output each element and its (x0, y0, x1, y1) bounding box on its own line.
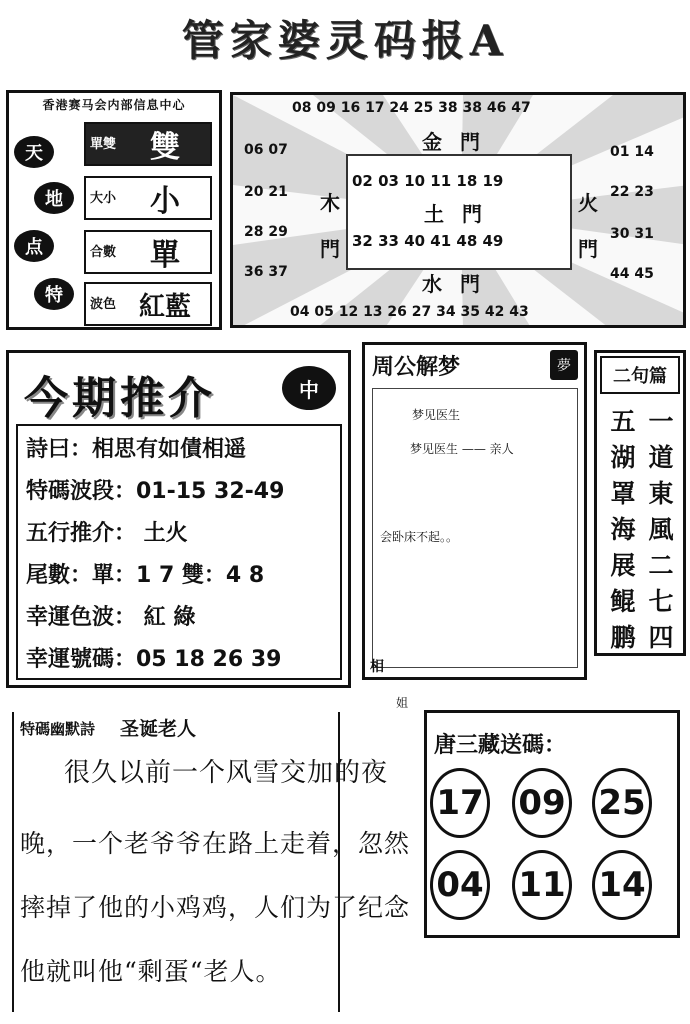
recommend-lucky-color: 幸運色波： 紅 綠 (26, 605, 196, 630)
zhong-logo-icon: 中 (282, 366, 336, 410)
info-row-value: 單 (150, 238, 180, 273)
earth-gate-numbers-top: 02 03 10 11 18 19 (352, 172, 504, 190)
info-row-value: 紅藍 (138, 291, 191, 322)
two-line-left-column: 五湖罩海展鲲鹏 (610, 407, 636, 652)
info-row-value: 雙 (150, 130, 180, 165)
info-panel-header: 香港赛马会内部信息中心 (42, 98, 186, 112)
info-row-label: 大小 (89, 190, 116, 206)
wood-gate-label: 木門 (320, 191, 340, 261)
info-row-big-small (84, 176, 212, 220)
poem-line: 很久以前一个风雪交加的夜 (64, 758, 389, 788)
poem-left-rule (12, 712, 14, 1012)
gate-numbers-left: 20 21 (244, 184, 288, 200)
fire-gate-label: 火門 (578, 191, 598, 261)
dian-icon: 点 (14, 230, 54, 262)
recommend-tail-numbers: 尾數：單：1 7 雙：4 8 (26, 563, 265, 588)
two-line-right-column: 一道東風二七四 (648, 407, 674, 652)
info-row-value: 小 (150, 184, 180, 219)
earth-gate-numbers-bottom: 32 33 40 41 48 49 (352, 232, 504, 250)
recommend-five-elements: 五行推介： 土火 (26, 521, 188, 546)
earth-gate-label: 土門 (424, 202, 500, 226)
tian-icon: 天 (14, 136, 54, 168)
gate-numbers-right: 30 31 (610, 226, 654, 242)
poem-line: 他就叫他“剩蛋“老人。 (20, 957, 282, 986)
gate-numbers-top: 08 09 16 17 24 25 38 38 46 47 (292, 100, 531, 116)
gate-numbers-left: 36 37 (244, 264, 288, 280)
di-icon: 地 (34, 182, 74, 214)
recommend-poem: 詩曰：相思有如債相遥 (26, 437, 247, 462)
recommend-title: 今期推介 (24, 373, 216, 424)
dream-line: 梦见医生 —— 亲人 (410, 442, 514, 456)
poem-line: 摔掉了他的小鸡鸡，人们为了纪念 (20, 893, 411, 922)
tang-number: 09 (512, 768, 572, 838)
gate-numbers-left: 28 29 (244, 224, 288, 240)
tang-number: 14 (592, 850, 652, 920)
dream-footer-below: 姐 (396, 696, 409, 710)
water-gate-label: 水門 (422, 272, 498, 296)
info-row-label: 單雙 (89, 136, 116, 152)
tang-number: 11 (512, 850, 572, 920)
te-icon: 特 (34, 278, 74, 310)
gate-numbers-left: 06 07 (244, 142, 288, 158)
dream-line: 梦见医生 (412, 408, 461, 422)
gold-gate-label: 金門 (422, 130, 498, 154)
tang-number: 04 (430, 850, 490, 920)
gate-numbers-bottom: 04 05 12 13 26 27 34 35 42 43 (290, 304, 529, 320)
info-row-odd-even (84, 122, 212, 166)
poem-title: 圣诞老人 (120, 718, 197, 740)
poem-line: 晚，一个老爷爷在路上走着，忽然 (20, 829, 411, 858)
gate-numbers-right: 22 23 (610, 184, 654, 200)
info-row-label: 合數 (89, 244, 116, 260)
info-row-color (84, 282, 212, 326)
tang-number: 17 (430, 768, 490, 838)
info-row-label: 波色 (89, 296, 116, 312)
tang-number: 25 (592, 768, 652, 838)
recommend-wave-range: 特碼波段：01-15 32-49 (26, 479, 285, 504)
gate-numbers-right: 01 14 (610, 144, 654, 160)
recommend-lucky-numbers: 幸運號碼：05 18 26 39 (26, 647, 282, 672)
dream-line: 会卧床不起。。 (380, 530, 459, 544)
dream-icon: 夢 (550, 350, 578, 380)
gate-numbers-right: 44 45 (610, 266, 654, 282)
dream-title: 周公解梦 (372, 355, 461, 380)
page-title: 管家婆灵码报A (181, 16, 509, 65)
info-row-sum (84, 230, 212, 274)
dream-footer: 相 (370, 659, 384, 675)
poem-label: 特碼幽默詩 (20, 720, 96, 738)
tang-title: 唐三藏送碼： (434, 733, 567, 758)
two-line-title: 二句篇 (600, 356, 680, 394)
